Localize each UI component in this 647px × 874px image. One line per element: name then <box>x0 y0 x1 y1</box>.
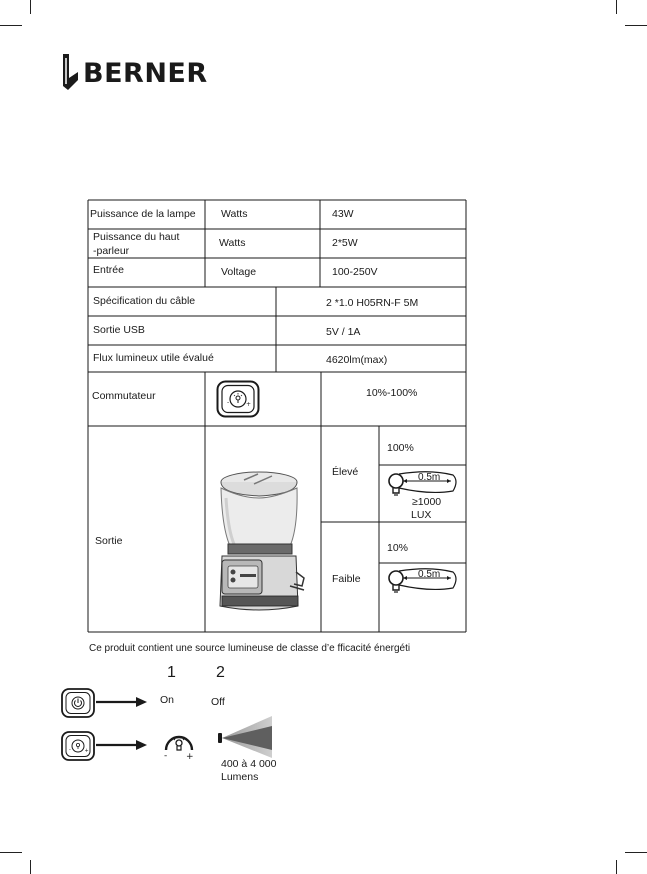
output-high-lux-unit: LUX <box>411 509 432 521</box>
dimmer-knob-icon <box>160 728 198 760</box>
output-high-label: Élevé <box>332 466 359 478</box>
output-high-distance: 0.5m <box>418 472 441 483</box>
spec-label-speaker-power-line2: -parleur <box>93 245 130 257</box>
dimmer-switch-icon <box>216 380 260 418</box>
output-low-label: Faible <box>332 573 361 585</box>
arrow-right-icon <box>96 739 148 751</box>
spec-value-lamp-power: 43W <box>332 208 354 220</box>
svg-text:-: - <box>69 747 71 753</box>
brand-logo: BERNER <box>83 58 208 89</box>
lumens-range-value: 400 à 4 000 <box>221 758 277 770</box>
power-button-icon <box>61 688 95 718</box>
spec-label-input: Entrée <box>93 264 124 276</box>
step-number-1: 1 <box>167 664 176 681</box>
svg-text:-: - <box>227 399 230 406</box>
svg-text:+: + <box>84 748 89 754</box>
svg-text:-: - <box>164 751 168 760</box>
spec-value-input: 100-250V <box>332 266 378 278</box>
power-off-label: Off <box>211 696 225 708</box>
light-beam-icon <box>216 716 274 758</box>
spec-label-usb: Sortie USB <box>93 324 145 336</box>
spec-value-luminous-flux: 4620lm(max) <box>326 354 388 366</box>
spec-value-switch: 10%-100% <box>366 387 418 399</box>
spec-value-speaker-power: 2*5W <box>332 237 358 249</box>
output-high-percent: 100% <box>387 442 414 454</box>
spec-value-usb: 5V / 1A <box>326 326 361 338</box>
svg-text:+: + <box>186 752 194 760</box>
svg-text:+: + <box>246 401 252 408</box>
step-number-2: 2 <box>216 664 225 681</box>
spec-label-lamp-power: Puissance de la lampe <box>90 208 196 220</box>
work-lamp-illustration <box>214 468 306 616</box>
spec-label-cable: Spécification du câble <box>93 295 196 307</box>
spec-label-luminous-flux: Flux lumineux utile évalué <box>93 352 214 364</box>
lumens-range-unit: Lumens <box>221 771 259 783</box>
output-low-percent: 10% <box>387 542 409 554</box>
spec-value-cable: 2 *1.0 H05RN-F 5M <box>326 297 419 309</box>
spec-unit-input: Voltage <box>221 266 257 278</box>
spec-label-switch: Commutateur <box>92 390 156 402</box>
spec-unit-lamp-power: Watts <box>221 208 248 220</box>
energy-class-note: Ce produit contient une source lumineuse de classe d’e fficacité énergéti <box>89 643 411 654</box>
arrow-right-icon <box>96 696 148 708</box>
power-on-label: On <box>160 694 175 706</box>
spec-label-output: Sortie <box>95 535 123 547</box>
dimmer-button-icon <box>61 731 95 761</box>
output-low-distance: 0.5m <box>418 569 441 580</box>
spec-unit-speaker-power: Watts <box>219 237 246 249</box>
output-high-lux-value: ≥1000 <box>412 496 442 508</box>
spec-label-speaker-power-line1: Puissance du haut <box>93 231 180 243</box>
